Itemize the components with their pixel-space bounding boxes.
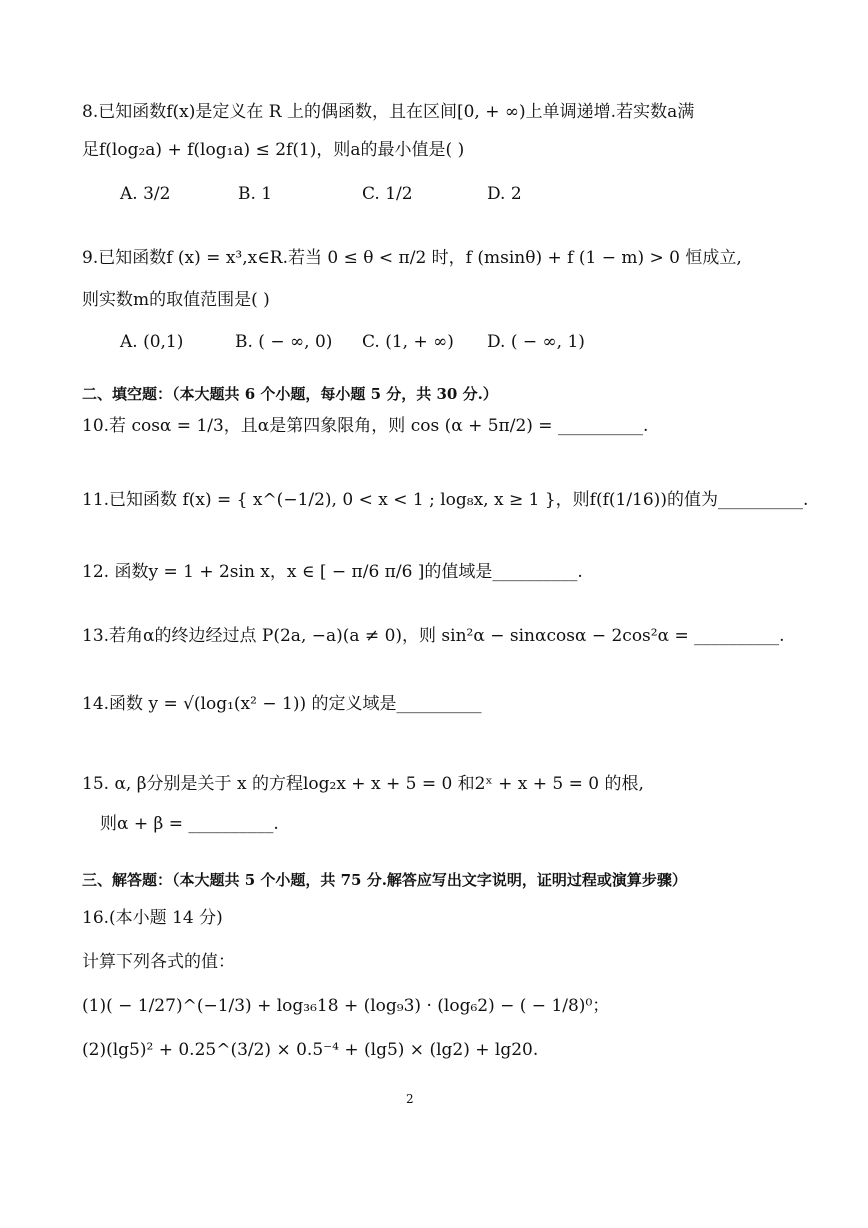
q8-option-d: D. 2 [487,184,522,204]
q9-line2: 则实数m的取值范围是( ) [82,290,270,310]
q8-option-c: C. 1/2 [362,184,413,204]
q16-instruction: 计算下列各式的值： [82,952,235,972]
section-answer-title: 三、解答题：（本大题共 5 个小题，共 75 分.解答应写出文字说明，证明过程或演算步骤） [82,871,687,889]
q14: 14.函数 y = √(log₁(x² − 1)) 的定义域是__________ [82,694,482,714]
q16-part1: (1)( − 1/27)^(−1/3) + log₃₆18 + (log₉3) · (log₆2) − ( − 1/8)⁰； [82,996,610,1016]
q16-title: 16.(本小题 14 分) [82,908,223,928]
page-number: 2 [406,1092,414,1106]
q8-option-a: A. 3/2 [120,184,171,204]
q10: 10.若 cosα = 1/3，且α是第四象限角，则 cos (α + 5π/2) = __________. [82,416,649,436]
q8-line1: 8.已知函数f(x)是定义在 R 上的偶函数，且在区间[0, + ∞)上单调递增.若实数a满 [82,102,695,122]
q15-line2: 则α + β = __________. [100,814,279,834]
q8-line2: 足f(log₂a) + f(log₁a) ≤ 2f(1)，则a的最小值是( ) [82,140,465,160]
q9-option-a: A. (0,1) [120,332,184,352]
q16-part2: (2)(lg5)² + 0.25^(3/2) × 0.5⁻⁴ + (lg5) × (lg2) + lg20. [82,1040,539,1060]
q9-line1: 9.已知函数f (x) = x³,x∈R.若当 0 ≤ θ < π/2 时，f (msinθ) + f (1 − m) > 0 恒成立, [82,248,742,268]
q15-line1: 15. α, β分别是关于 x 的方程log₂x + x + 5 = 0 和2ˣ + x + 5 = 0 的根, [82,774,644,794]
q12: 12. 函数y = 1 + 2sin x，x ∈ [ − π/6 π/6 ]的值域是__________. [82,562,583,582]
q9-option-d: D. ( − ∞, 1) [487,332,585,352]
q9-option-c: C. (1, + ∞) [362,332,454,352]
q8-option-b: B. 1 [238,184,273,204]
q11: 11.已知函数 f(x) = { x^(−1/2), 0 < x < 1 ; log₈x, x ≥ 1 }，则f(f(1/16))的值为__________. [82,490,809,510]
section-fill-in-title: 二、填空题：（本大题共 6 个小题，每小题 5 分，共 30 分.） [82,385,498,403]
q13: 13.若角α的终边经过点 P(2a, −a)(a ≠ 0)，则 sin²α − sinαcosα − 2cos²α = __________. [82,626,785,646]
q9-option-b: B. ( − ∞, 0) [235,332,333,352]
